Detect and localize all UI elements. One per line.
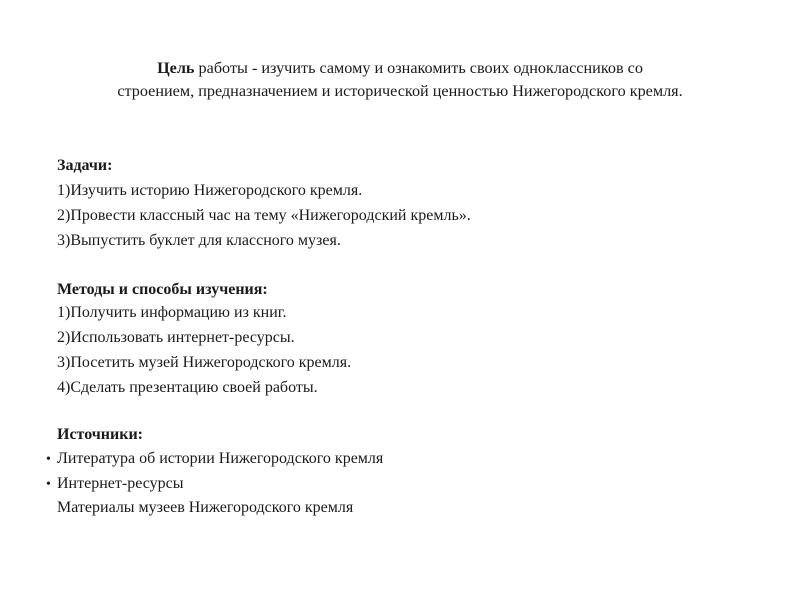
source-item-2 [46,474,183,495]
bullet-icon: • [46,452,51,467]
source-item-1-text: Литература об истории Нижегородского кремля [57,450,384,467]
goal-text-2: строением, предназначением и исторической ценностью Нижегородского кремля. [117,82,683,100]
methods-heading: Методы и способы изучения: [57,281,268,298]
method-item-1: 1)Получить информацию из книг. [57,304,287,321]
goal-label: Цель [157,59,195,77]
method-item-3: 3)Посетить музей Нижегородского кремля. [57,354,352,371]
task-item-1: 1)Изучить историю Нижегородского кремля. [57,182,363,199]
goal-paragraph [40,57,760,103]
goal-text-1: работы - изучить самому и ознакомить своих одноклассников со [194,59,643,77]
tasks-heading: Задачи: [57,157,113,174]
method-item-2: 2)Использовать интернет-ресурсы. [57,329,295,346]
sources-heading: Источники: [57,426,144,443]
task-item-3: 3)Выпустить буклет для классного музея. [57,232,341,249]
method-item-4: 4)Сделать презентацию своей работы. [57,379,318,396]
task-item-2: 2)Провести классный час на тему «Нижегородский кремль». [57,207,471,224]
bullet-icon: • [46,477,51,492]
source-item-1 [46,449,383,470]
source-item-2-text: Интернет-ресурсы [57,475,184,492]
source-item-3: Материалы музеев Нижегородского кремля [57,499,354,516]
goal-line-1 [40,57,760,80]
